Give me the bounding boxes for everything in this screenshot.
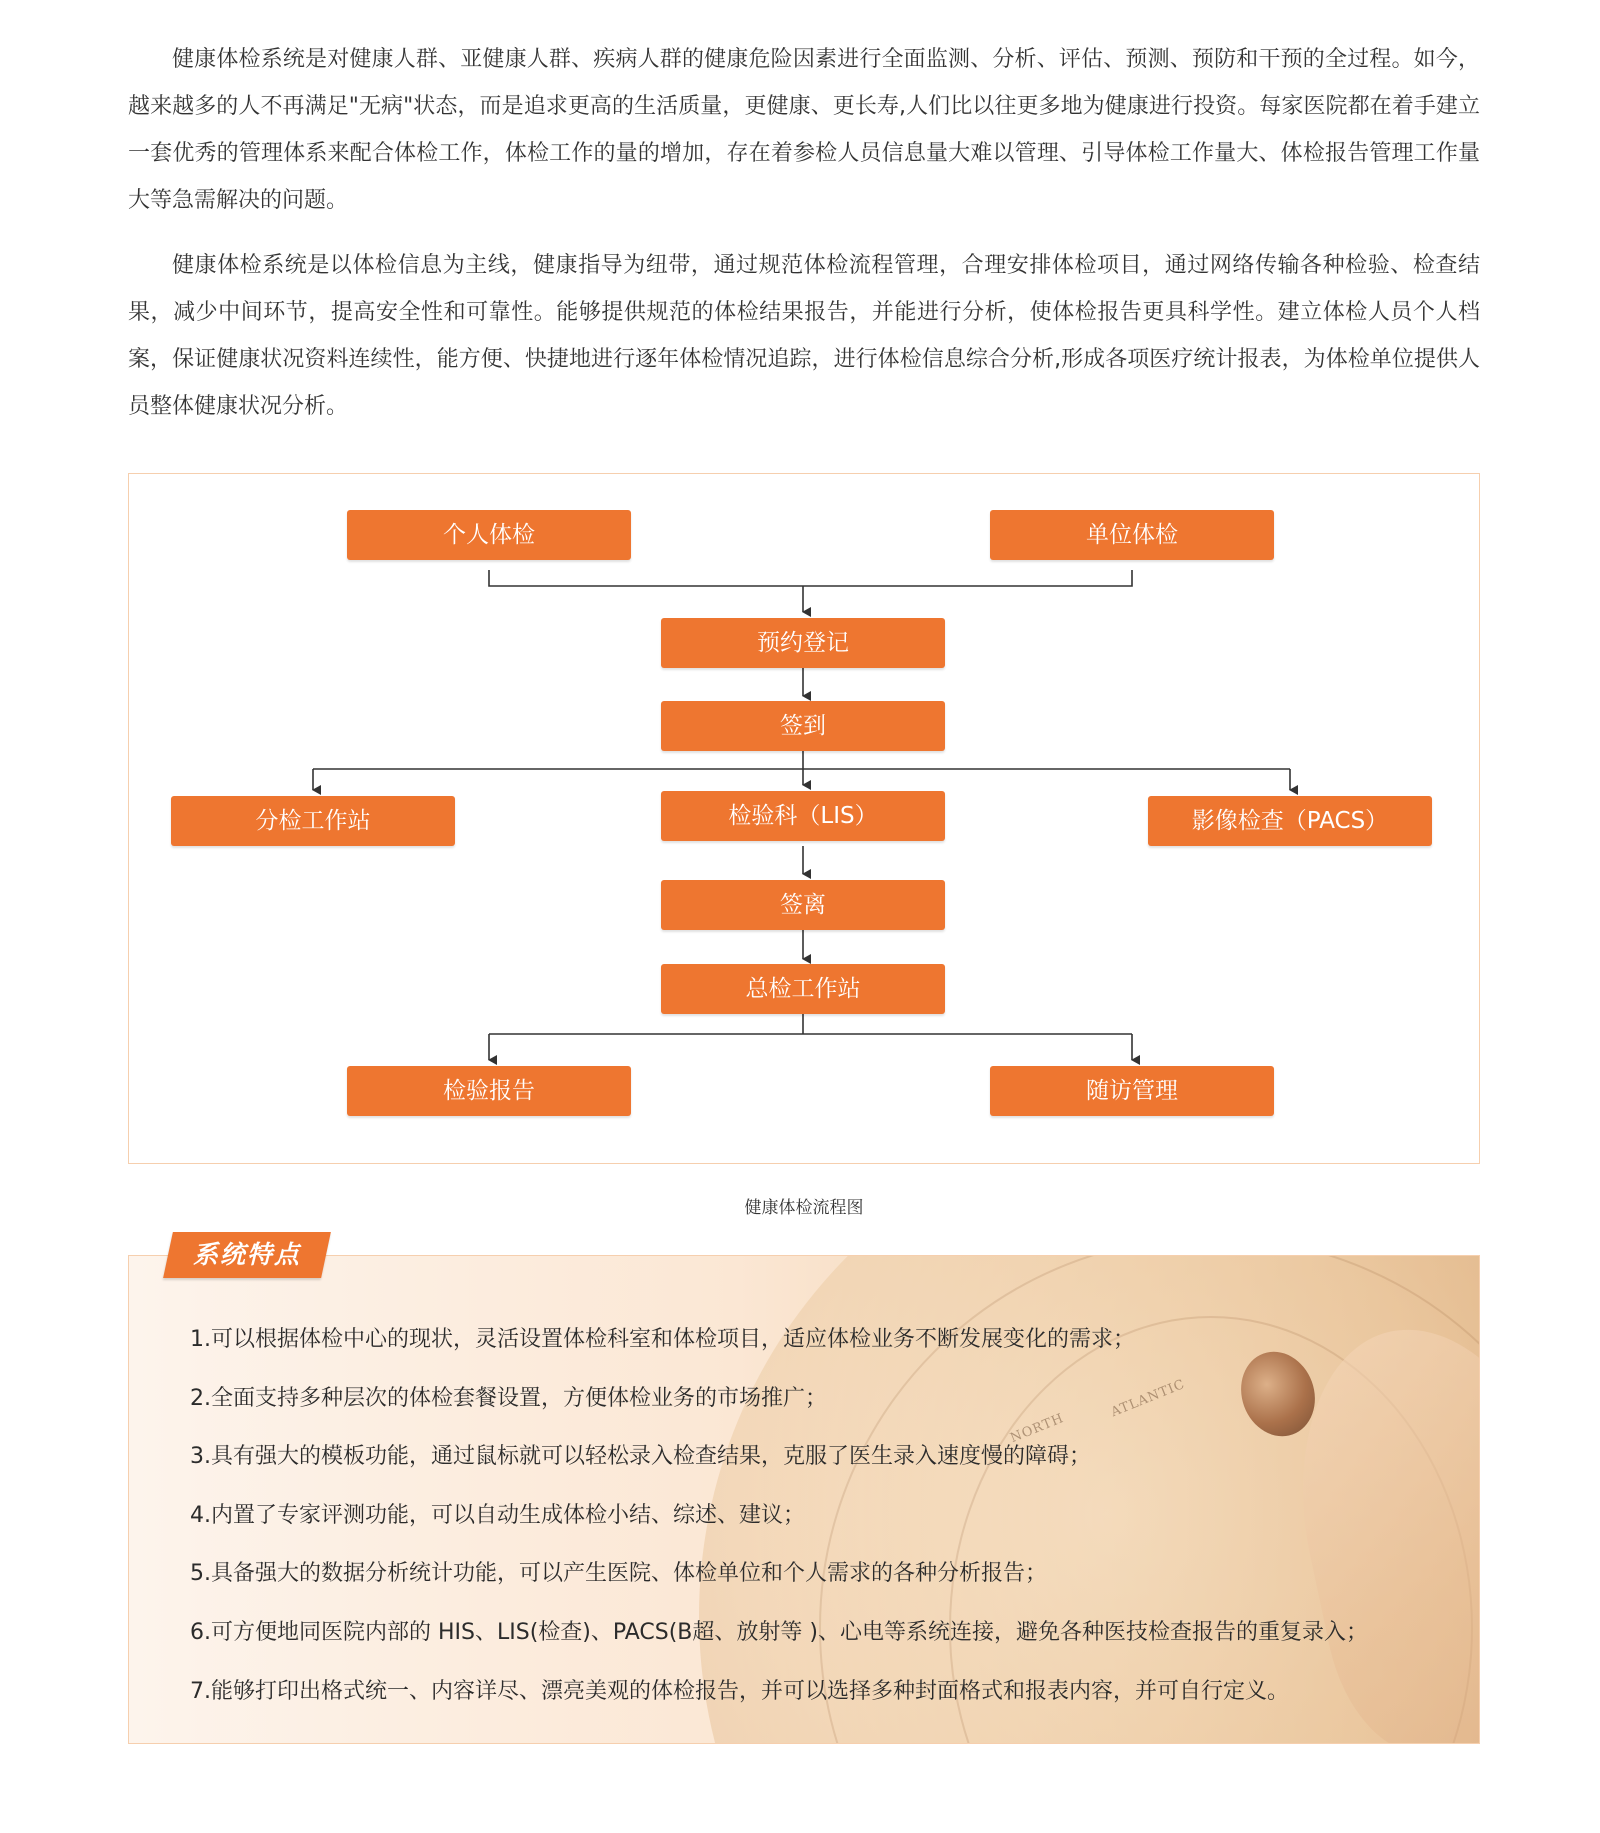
flowchart-frame <box>128 473 1480 1164</box>
node-sub-station: 分检工作站 <box>171 796 455 846</box>
node-follow-up: 随访管理 <box>990 1066 1274 1116</box>
feature-item-5: 5.具备强大的数据分析统计功能，可以产生医院、体检单位和个人需求的各种分析报告； <box>190 1561 1047 1587</box>
node-main-station: 总检工作站 <box>661 964 945 1014</box>
feature-item-1: 1.可以根据体检中心的现状，灵活设置体检科室和体检项目，适应体检业务不断发展变化的需求； <box>190 1327 1135 1352</box>
feature-item-4: 4.内置了专家评测功能，可以自动生成体检小结、综述、建议； <box>190 1502 805 1528</box>
intro-paragraph-2: 健康体检系统是以体检信息为主线，健康指导为纽带，通过规范体检流程管理，合理安排体检项目，通过网络传输各种检验、检查结果，减少中间环节，提高安全性和可靠性。能够提供规范的体检结果报告，并能进行分析，使体检报告更具科学性。建立体检人员个人档案，保证健康状况资料连续性，能方便、快捷地进行逐年体检情况追踪，进行体检信息综合分析,形成各项医疗统计报表，为体检单位提供人员整体健康状况分析。 <box>128 253 1480 419</box>
node-imaging-pacs: 影像检查（PACS） <box>1148 796 1432 846</box>
node-check-out: 签离 <box>661 880 945 930</box>
feature-list <box>190 1320 1450 1730</box>
flowchart-caption: 健康体检流程图 <box>744 1198 864 1218</box>
feature-item-3: 3.具有强大的模板功能，通过鼠标就可以轻松录入检查结果，克服了医生录入速度慢的障碍； <box>190 1444 1091 1470</box>
node-check-in: 签到 <box>661 701 945 751</box>
feature-item-7: 7.能够打印出格式统一、内容详尽、漂亮美观的体检报告，并可以选择多种封面格式和报表内容，并可自行定义。 <box>190 1678 1289 1704</box>
connector-personal-to-merge <box>489 570 803 586</box>
node-appointment: 预约登记 <box>661 618 945 668</box>
globe-label-north: NORTH <box>1008 1410 1067 1447</box>
globe-label-atlantic: ATLANTIC <box>1109 1376 1188 1421</box>
node-unit-exam: 单位体检 <box>990 510 1274 560</box>
node-lab-report: 检验报告 <box>347 1066 631 1116</box>
intro-section <box>128 36 1480 448</box>
node-personal-exam: 个人体检 <box>347 510 631 560</box>
feature-item-2: 2.全面支持多种层次的体检套餐设置，方便体检业务的市场推广； <box>190 1385 827 1411</box>
connector-unit-to-merge <box>803 570 1132 586</box>
node-lab-lis: 检验科（LIS） <box>661 791 945 841</box>
feature-item-6: 6.可方便地同医院内部的 HIS、LIS(检查)、PACS(B超、放射等 )、心电等系统连接，避免各种医技检查报告的重复录入； <box>190 1619 1368 1645</box>
intro-paragraph-1: 健康体检系统是对健康人群、亚健康人群、疾病人群的健康危险因素进行全面监测、分析、评估、预测、预防和干预的全过程。如今，越来越多的人不再满足"无病"状态，而是追求更高的生活质量，更健康、更长寿,人们比以往更多地为健康进行投资。每家医院都在着手建立一套优秀的管理体系来配合体检工作，体检工作的量的增加，存在着参检人员信息量大难以管理、引导体检工作量大、体检报告管理工作量大等急需解决的问题。 <box>128 47 1480 213</box>
features-heading: 系统特点 <box>192 1240 301 1269</box>
